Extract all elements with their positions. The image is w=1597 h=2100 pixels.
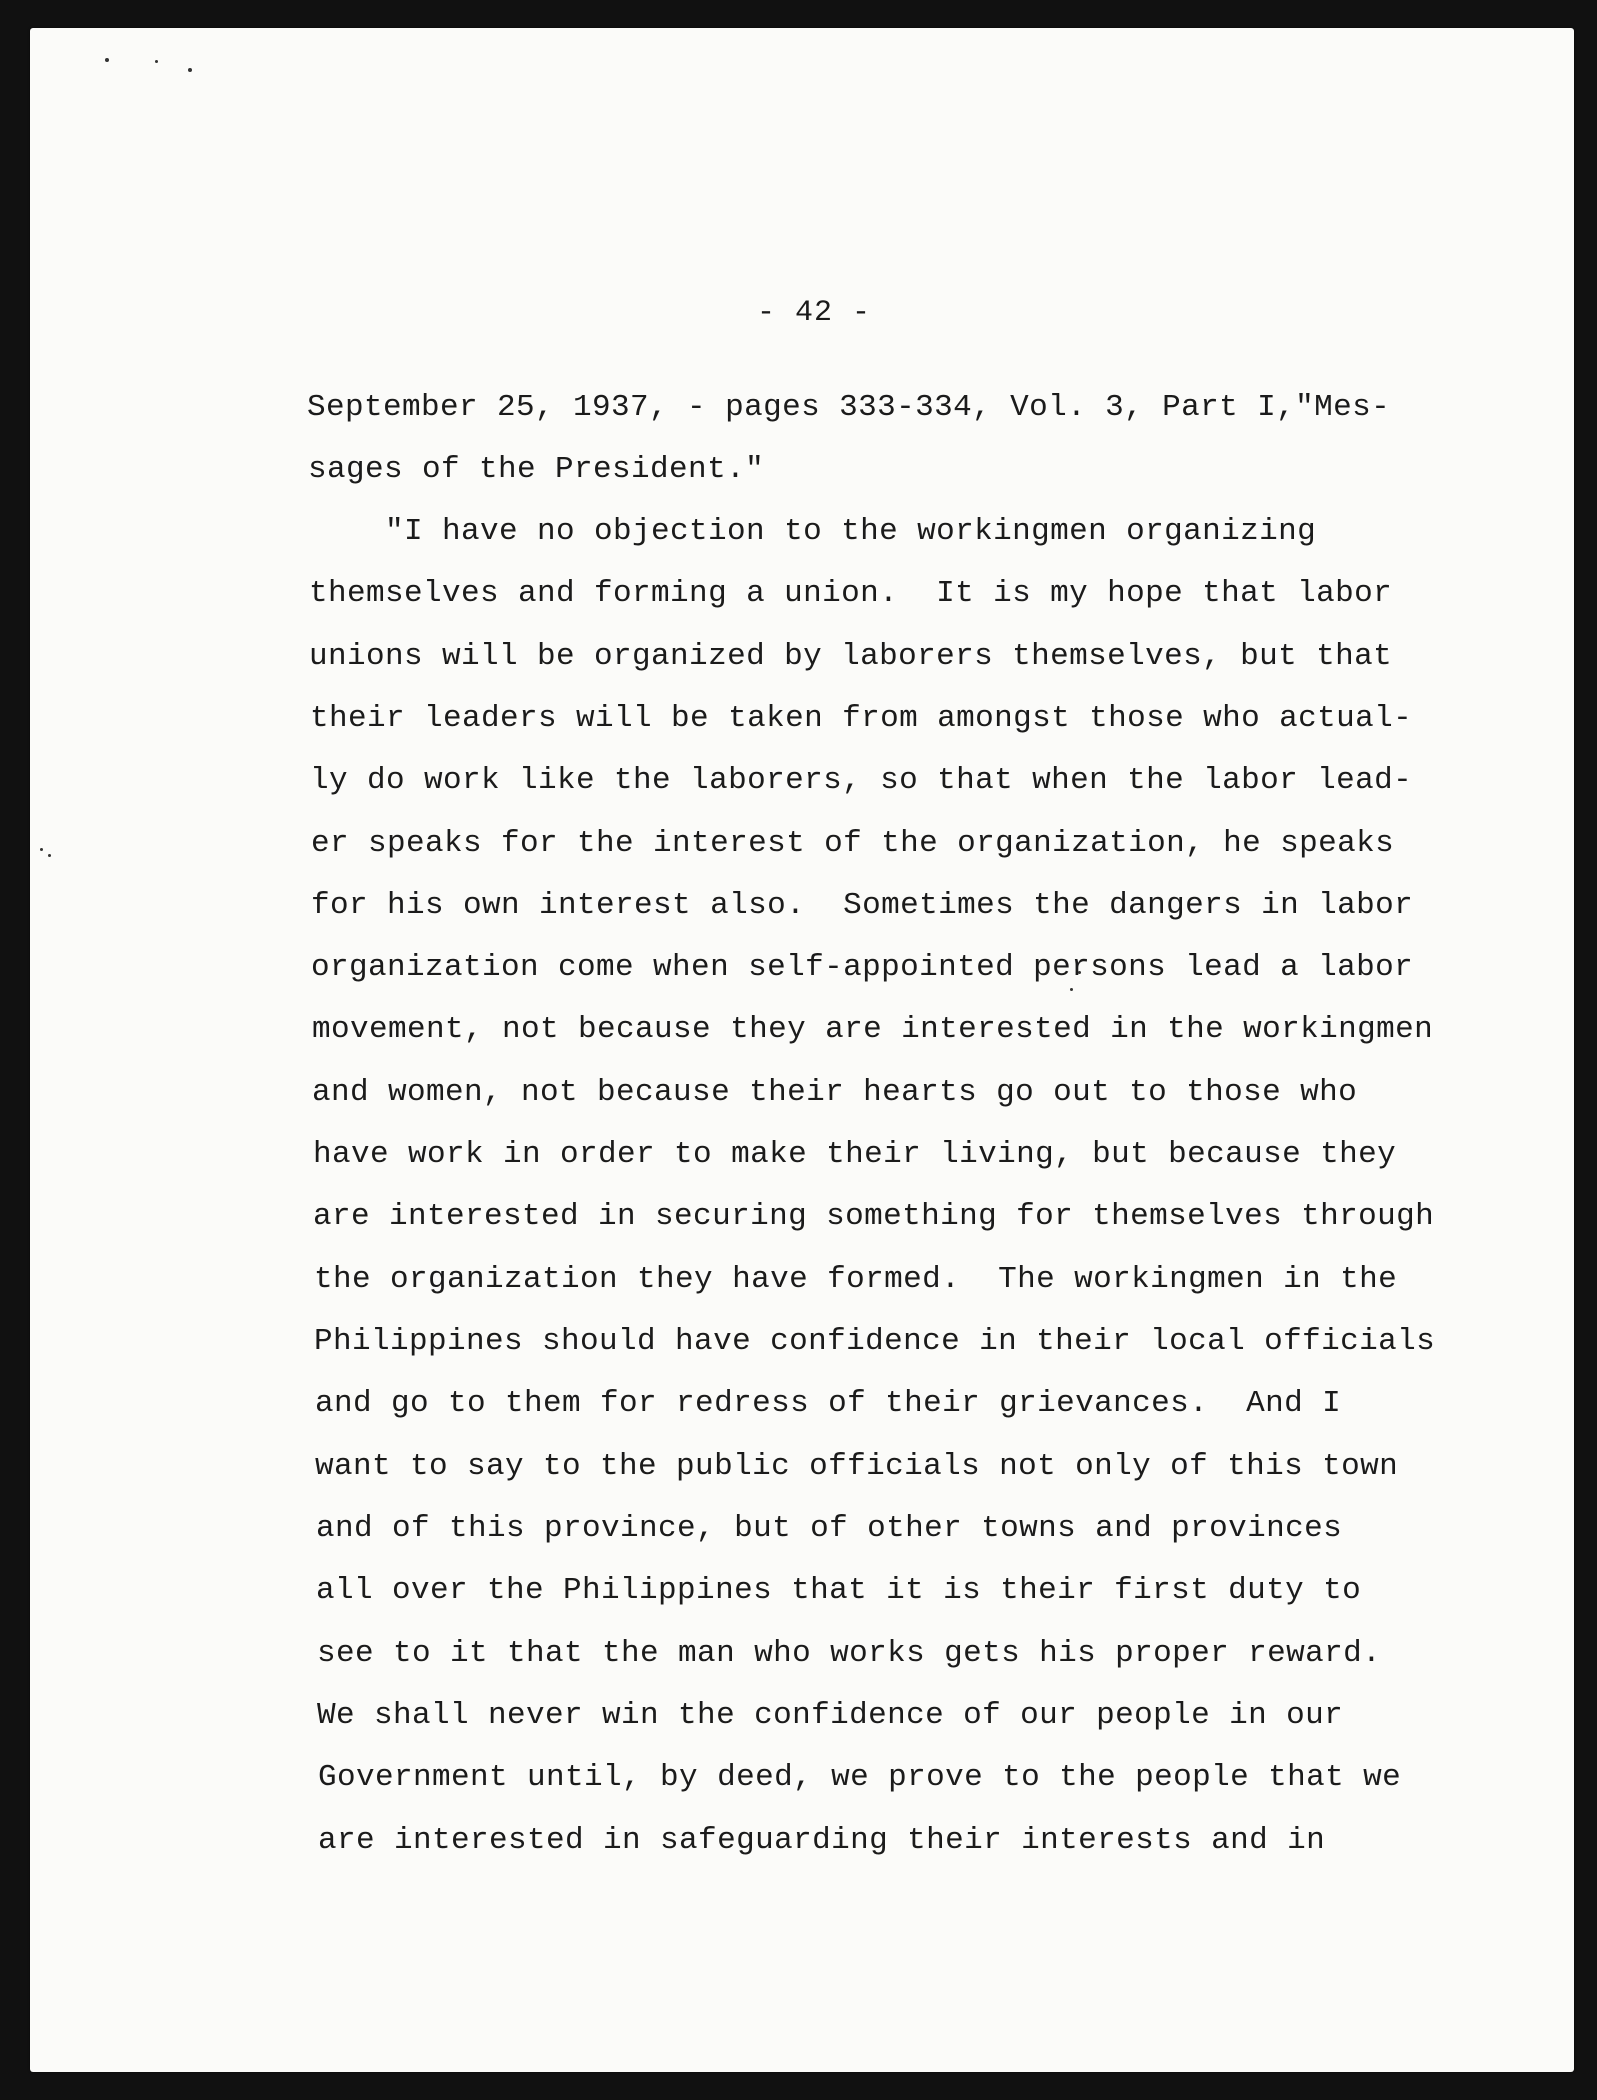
- text-line: and go to them for redress of their grievances. And I: [315, 1386, 1342, 1421]
- text-line: We shall never win the confidence of our people in our: [317, 1698, 1344, 1733]
- text-line: "I have no objection to the workingmen organizing: [385, 514, 1317, 549]
- text-line: sages of the President.": [308, 452, 765, 487]
- text-line: for his own interest also. Sometimes the dangers in labor: [311, 888, 1414, 923]
- document-page: [30, 28, 1574, 2072]
- text-line: all over the Philippines that it is their first duty to: [316, 1573, 1362, 1608]
- text-line: have work in order to make their living, but because they: [313, 1137, 1397, 1172]
- text-line: Philippines should have confidence in their local officials: [314, 1324, 1436, 1359]
- text-line: Government until, by deed, we prove to the people that we: [318, 1760, 1402, 1795]
- text-line: and of this province, but of other towns and provinces: [316, 1511, 1343, 1546]
- text-line: themselves and forming a union. It is my hope that labor: [309, 576, 1393, 611]
- text-line: are interested in safeguarding their interests and in: [318, 1823, 1326, 1858]
- text-line: er speaks for the interest of the organization, he speaks: [311, 826, 1395, 861]
- text-line: organization come when self-appointed persons lead a labor: [311, 950, 1414, 985]
- text-line: ly do work like the laborers, so that when the labor lead-: [310, 763, 1413, 798]
- text-line: their leaders will be taken from amongst those who actual-: [310, 701, 1413, 736]
- text-line: and women, not because their hearts go out to those who: [312, 1075, 1358, 1110]
- page-number-text: - 42 -: [756, 296, 872, 330]
- text-line: see to it that the man who works gets his proper reward.: [317, 1636, 1382, 1671]
- text-line: want to say to the public officials not only of this town: [315, 1449, 1399, 1484]
- text-line: unions will be organized by laborers themselves, but that: [309, 639, 1393, 674]
- text-line: are interested in securing something for themselves through: [313, 1199, 1435, 1234]
- text-line: the organization they have formed. The workingmen in the: [314, 1262, 1398, 1297]
- text-line: September 25, 1937, - pages 333-334, Vol. 3, Part I,"Mes-: [307, 390, 1391, 425]
- page-number: [30, 296, 1574, 330]
- text-line: movement, not because they are interested in the workingmen: [312, 1012, 1434, 1047]
